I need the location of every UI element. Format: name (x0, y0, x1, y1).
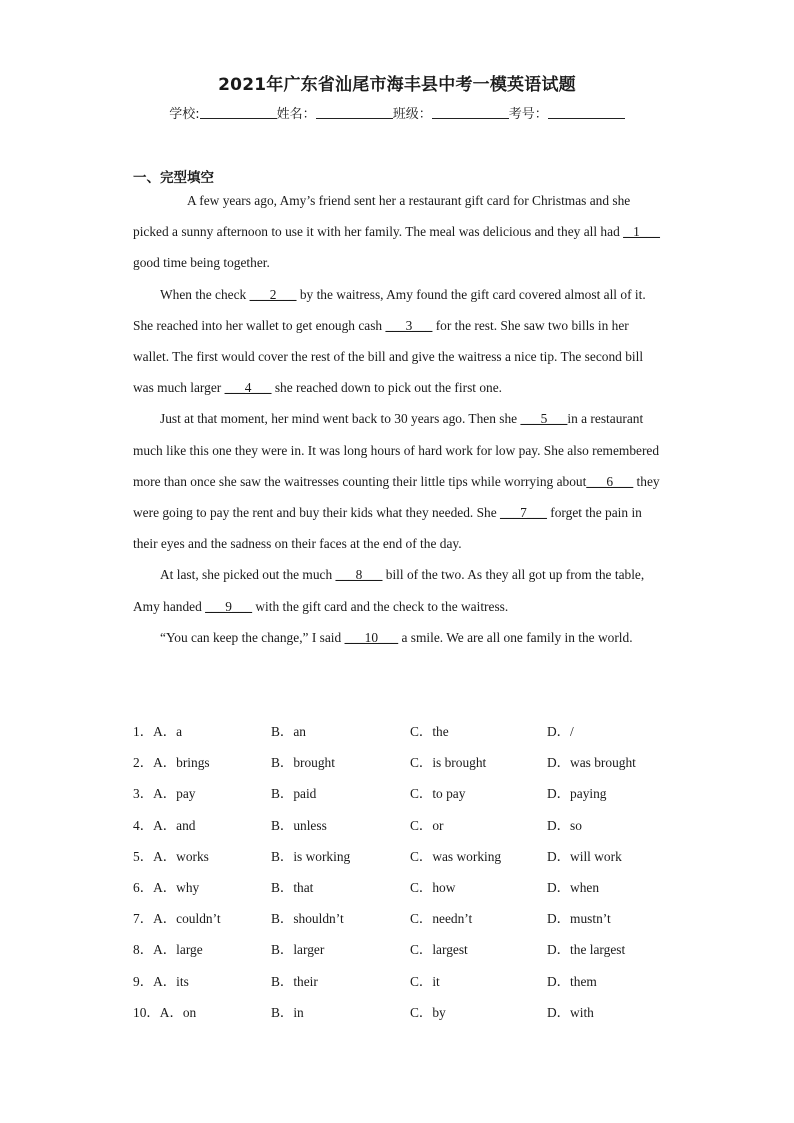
option-label: A．brings (153, 755, 210, 771)
passage-text: A few years ago, Amy’s friend sent her a restaurant gift card for Christmas and she picked a sunny afternoon to use it with her family. The meal was delicious and they all had (133, 193, 631, 240)
answer-option[interactable] (271, 716, 306, 747)
option-label: C．was working (410, 848, 502, 864)
school-label: 学校: (169, 107, 200, 122)
cloze-passage (133, 185, 663, 653)
question-number: 5． (133, 848, 154, 864)
option-label: C．needn’t (410, 911, 473, 927)
question-row (133, 966, 693, 997)
option-label: A．large (153, 942, 203, 958)
section-heading: 一、完型填空 (133, 170, 214, 186)
answer-option[interactable] (133, 872, 199, 903)
answer-option[interactable] (547, 934, 625, 965)
option-label: C．is brought (410, 755, 487, 771)
answer-option[interactable] (271, 934, 324, 965)
option-label: D．with (547, 1004, 594, 1020)
option-label: B．that (271, 879, 314, 895)
answer-option[interactable] (271, 778, 316, 809)
option-label: C．to pay (410, 786, 466, 802)
question-row (133, 934, 693, 965)
answer-option[interactable] (410, 903, 472, 934)
answer-option[interactable] (547, 872, 599, 903)
option-label: B．shouldn’t (271, 911, 344, 927)
option-label: B．brought (271, 755, 335, 771)
option-label: D．will work (547, 848, 622, 864)
answer-option[interactable] (133, 966, 189, 997)
exam-number-field[interactable] (548, 106, 625, 119)
passage-paragraph (133, 403, 663, 559)
answer-blank[interactable]: ___2___ (249, 286, 297, 302)
answer-option[interactable] (547, 716, 574, 747)
passage-text: for the rest. She saw two bills in her wallet. The first would cover the rest of the bill and give the waitress a nice tip. The second bill was much larger (133, 317, 644, 396)
option-label: C．the (410, 724, 449, 739)
option-label: D．so (547, 817, 582, 833)
answer-blank[interactable]: ___5___ (520, 411, 568, 427)
answer-option[interactable] (271, 872, 313, 903)
passage-text: by the waitress, Amy found the gift card covered almost all of it. She reached into her wallet to get enough cash (133, 286, 646, 333)
passage-text: When the check (160, 286, 250, 302)
passage-text: in a restaurant much like this one they were in. It was long hours of hard work for low pay. She also remembered more than once she saw the waitresses counting their little tips while worrying about (133, 411, 660, 489)
answer-option[interactable] (410, 841, 501, 872)
class-field[interactable] (432, 106, 509, 119)
answer-option[interactable] (547, 778, 607, 809)
option-label: B．their (271, 973, 318, 989)
answer-option[interactable] (410, 997, 446, 1028)
name-label: 姓名： (276, 107, 316, 122)
answer-option[interactable] (410, 810, 443, 841)
passage-text: with the gift card and the check to the waitress. (252, 598, 509, 614)
answer-option[interactable] (271, 747, 335, 778)
answer-option[interactable] (133, 747, 210, 778)
option-label: A．couldn’t (153, 911, 221, 927)
name-field[interactable] (316, 106, 393, 119)
question-row (133, 872, 693, 903)
answer-option[interactable] (547, 903, 611, 934)
answer-option[interactable] (133, 934, 203, 965)
answer-option[interactable] (547, 966, 597, 997)
answer-option[interactable] (410, 747, 486, 778)
option-label: C．it (410, 973, 440, 989)
passage-text: At last, she picked out the much (160, 567, 336, 583)
passage-paragraph (133, 185, 663, 279)
passage-text: forget the pain in their eyes and the sadness on their faces at the end of the day. (133, 505, 642, 552)
option-label: A．on (159, 1004, 197, 1020)
answer-option[interactable] (547, 997, 594, 1028)
passage-text: bill of the two. As they all got up from the table, Amy handed (133, 567, 645, 614)
option-label: D．them (547, 973, 597, 989)
class-label: 班级： (392, 107, 432, 122)
question-number: 4． (133, 817, 154, 833)
question-number: 3． (133, 786, 154, 802)
answer-option[interactable] (410, 716, 449, 747)
answer-option[interactable] (271, 810, 327, 841)
passage-paragraph (133, 279, 663, 404)
question-number: 7． (133, 911, 154, 927)
answer-option[interactable] (410, 934, 468, 965)
passage-paragraph (133, 622, 663, 653)
option-label: C．largest (410, 942, 468, 958)
option-label: A．and (153, 817, 196, 833)
option-label: C．how (410, 879, 456, 895)
question-number: 9． (133, 973, 154, 989)
answer-option[interactable] (271, 966, 318, 997)
option-label: A．its (153, 973, 189, 989)
question-row (133, 747, 693, 778)
option-label: A．why (153, 879, 200, 895)
option-label: D．paying (547, 786, 607, 802)
answer-option[interactable] (133, 997, 196, 1028)
option-label: D．mustn’t (547, 911, 611, 927)
question-number: 10． (133, 1004, 160, 1020)
answer-option[interactable] (271, 903, 344, 934)
student-info-line (0, 103, 794, 122)
answer-option[interactable] (547, 841, 622, 872)
passage-text: good time being together. (133, 255, 270, 271)
answer-option[interactable] (271, 841, 350, 872)
option-label: B．an (271, 724, 306, 739)
answer-blank[interactable]: ___7___ (500, 505, 547, 521)
question-number: 8． (133, 942, 154, 958)
answer-blank[interactable]: _ 1___ (623, 224, 660, 240)
answer-option[interactable] (133, 716, 182, 747)
answer-blank[interactable]: ___8___ (335, 567, 383, 583)
option-label: D．when (547, 879, 600, 895)
question-number: 1． (133, 724, 154, 739)
passage-text: they were going to pay the rent and buy their kids what they needed. She (133, 473, 660, 521)
passage-text: she reached down to pick out the first one. (271, 380, 503, 396)
question-number: 6． (133, 879, 154, 895)
option-label: A．pay (153, 786, 196, 802)
exam-number-label: 考号： (508, 107, 548, 122)
passage-text: Just at that moment, her mind went back to 30 years ago. Then she (160, 411, 521, 427)
answer-option[interactable] (133, 778, 196, 809)
option-label: D．/ (547, 724, 574, 739)
answer-blank[interactable]: ___6___ (586, 473, 634, 489)
option-label: C．by (410, 1004, 446, 1020)
passage-text: a smile. We are all one family in the world. (398, 629, 633, 645)
question-row (133, 841, 693, 872)
answer-option[interactable] (410, 872, 455, 903)
option-label: B．paid (271, 786, 317, 802)
question-number: 2． (133, 755, 154, 771)
option-label: D．the largest (547, 942, 626, 958)
answer-blank[interactable]: ___9___ (205, 598, 253, 614)
exam-title: 2021年广东省汕尾市海丰县中考一模英语试题 (218, 75, 576, 95)
option-label: A．works (153, 848, 209, 864)
question-row (133, 903, 693, 934)
option-label: B．is working (271, 848, 351, 864)
answer-blank[interactable]: ___10___ (344, 629, 399, 645)
answer-option[interactable] (133, 841, 209, 872)
option-label: B．larger (271, 942, 325, 958)
answer-option[interactable] (410, 966, 440, 997)
option-label: D．was brought (547, 755, 636, 771)
option-label: B．in (271, 1004, 304, 1020)
school-field[interactable] (200, 106, 277, 119)
answer-blank[interactable]: ___3___ (385, 317, 433, 333)
option-label: C．or (410, 817, 444, 833)
passage-paragraph (133, 559, 663, 621)
passage-text: “You can keep the change,” I said (160, 629, 345, 645)
answer-option[interactable] (271, 997, 304, 1028)
question-row (133, 997, 693, 1028)
answer-option[interactable] (547, 810, 582, 841)
question-row (133, 716, 693, 747)
option-label: B．unless (271, 817, 327, 833)
option-label: A．a (153, 724, 183, 739)
question-row (133, 810, 693, 841)
answer-option[interactable] (410, 778, 465, 809)
answer-option[interactable] (133, 903, 221, 934)
answer-option[interactable] (547, 747, 636, 778)
question-options (133, 716, 693, 1028)
answer-option[interactable] (133, 810, 196, 841)
question-row (133, 778, 693, 809)
answer-blank[interactable]: ___4___ (224, 380, 272, 396)
